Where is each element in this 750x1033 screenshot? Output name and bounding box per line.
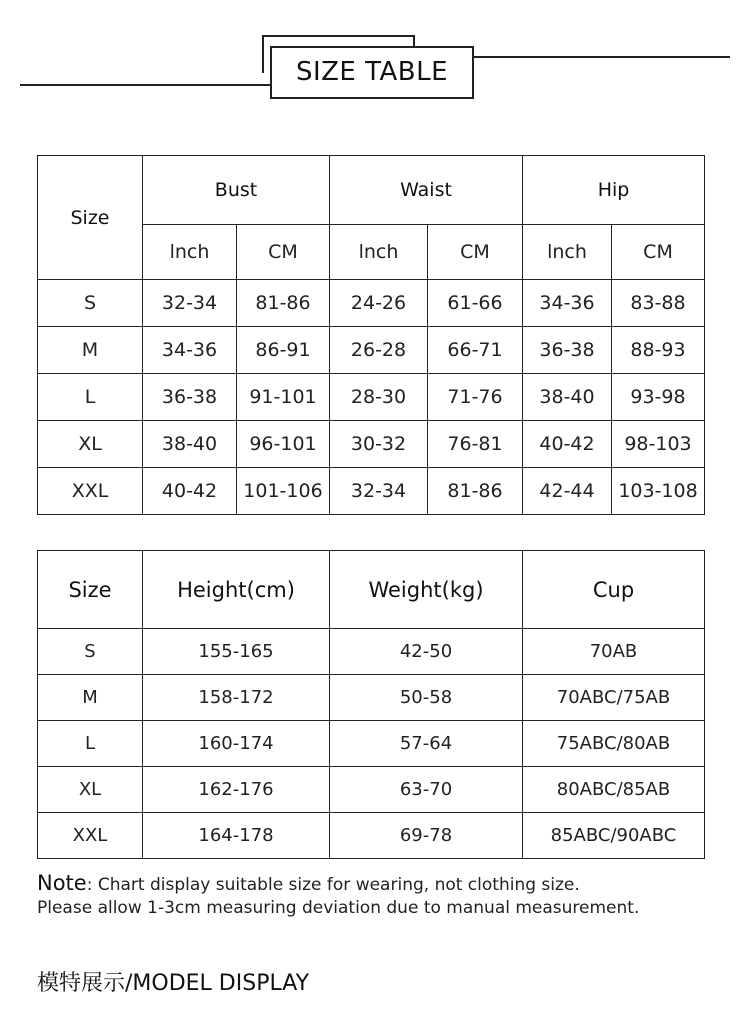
note-line-1: : Chart display suitable size for wearing, not clothing size. xyxy=(86,875,580,895)
table-cell: 98-103 xyxy=(612,421,705,468)
waist-header: Waist xyxy=(330,156,523,225)
table-row xyxy=(38,721,705,767)
table-row xyxy=(38,767,705,813)
table-cell: 40-42 xyxy=(143,468,237,515)
size-cell: M xyxy=(38,327,143,374)
title-rule-right xyxy=(474,56,730,58)
size-cell: XL xyxy=(38,767,143,813)
table-cell: 88-93 xyxy=(612,327,705,374)
table-cell: 32-34 xyxy=(330,468,428,515)
table-cell: 96-101 xyxy=(237,421,330,468)
table-cell: 40-42 xyxy=(523,421,612,468)
table-cell: 38-40 xyxy=(143,421,237,468)
unit-header: lnch xyxy=(143,225,237,280)
size-header: Size xyxy=(38,156,143,280)
table-cell: 160-174 xyxy=(143,721,330,767)
table-cell: 32-34 xyxy=(143,280,237,327)
fit-table xyxy=(37,550,705,859)
size-cell: S xyxy=(38,280,143,327)
table-cell: 93-98 xyxy=(612,374,705,421)
size-cell: S xyxy=(38,629,143,675)
table-cell: 91-101 xyxy=(237,374,330,421)
unit-header: CM xyxy=(237,225,330,280)
note-label: Note xyxy=(37,871,87,895)
table-row xyxy=(38,327,705,374)
table-cell: 36-38 xyxy=(143,374,237,421)
table-cell: 71-76 xyxy=(428,374,523,421)
table-cell: 69-78 xyxy=(330,813,523,859)
table-cell: 80ABC/85AB xyxy=(523,767,705,813)
table-cell: 30-32 xyxy=(330,421,428,468)
model-display-heading: 模特展示/MODEL DISPLAY xyxy=(37,971,310,996)
table-cell: 42-44 xyxy=(523,468,612,515)
table-cell: 24-26 xyxy=(330,280,428,327)
size-cell: XXL xyxy=(38,468,143,515)
size-cell: M xyxy=(38,675,143,721)
table-cell: 57-64 xyxy=(330,721,523,767)
unit-header: lnch xyxy=(330,225,428,280)
table-cell: 26-28 xyxy=(330,327,428,374)
note-line-2: Please allow 1-3cm measuring deviation due to manual measurement. xyxy=(37,898,640,918)
table-cell: 81-86 xyxy=(237,280,330,327)
table-cell: 162-176 xyxy=(143,767,330,813)
size-cell: XL xyxy=(38,421,143,468)
table-cell: 75ABC/80AB xyxy=(523,721,705,767)
hip-header: Hip xyxy=(523,156,705,225)
table-cell: 155-165 xyxy=(143,629,330,675)
table-cell: 83-88 xyxy=(612,280,705,327)
title-rule-left xyxy=(20,84,272,86)
table-cell: 164-178 xyxy=(143,813,330,859)
note xyxy=(37,872,639,920)
table-cell: 63-70 xyxy=(330,767,523,813)
table-cell: 28-30 xyxy=(330,374,428,421)
table-cell: 50-58 xyxy=(330,675,523,721)
table-row xyxy=(38,421,705,468)
size-header: Size xyxy=(38,551,143,629)
table-cell: 70AB xyxy=(523,629,705,675)
table-cell: 34-36 xyxy=(143,327,237,374)
table-row xyxy=(38,374,705,421)
table-cell: 81-86 xyxy=(428,468,523,515)
table-row xyxy=(38,675,705,721)
bust-header: Bust xyxy=(143,156,330,225)
table-cell: 61-66 xyxy=(428,280,523,327)
table-cell: 85ABC/90ABC xyxy=(523,813,705,859)
size-cell: XXL xyxy=(38,813,143,859)
table-cell: 38-40 xyxy=(523,374,612,421)
unit-header: lnch xyxy=(523,225,612,280)
table-cell: 42-50 xyxy=(330,629,523,675)
unit-header: CM xyxy=(612,225,705,280)
table-cell: 34-36 xyxy=(523,280,612,327)
table-row xyxy=(38,468,705,515)
table-cell: 36-38 xyxy=(523,327,612,374)
table-cell: 86-91 xyxy=(237,327,330,374)
table-cell: 103-108 xyxy=(612,468,705,515)
table-cell: 76-81 xyxy=(428,421,523,468)
table-cell: 66-71 xyxy=(428,327,523,374)
table-row xyxy=(38,280,705,327)
table-cell: 158-172 xyxy=(143,675,330,721)
table-row xyxy=(38,629,705,675)
body-measurement-table xyxy=(37,155,705,515)
weight-header: Weight(kg) xyxy=(330,551,523,629)
height-header: Height(cm) xyxy=(143,551,330,629)
table-cell: 101-106 xyxy=(237,468,330,515)
size-cell: L xyxy=(38,721,143,767)
table-row xyxy=(38,813,705,859)
table-cell: 70ABC/75AB xyxy=(523,675,705,721)
unit-header: CM xyxy=(428,225,523,280)
page-title: SIZE TABLE xyxy=(295,57,449,87)
size-cell: L xyxy=(38,374,143,421)
cup-header: Cup xyxy=(523,551,705,629)
